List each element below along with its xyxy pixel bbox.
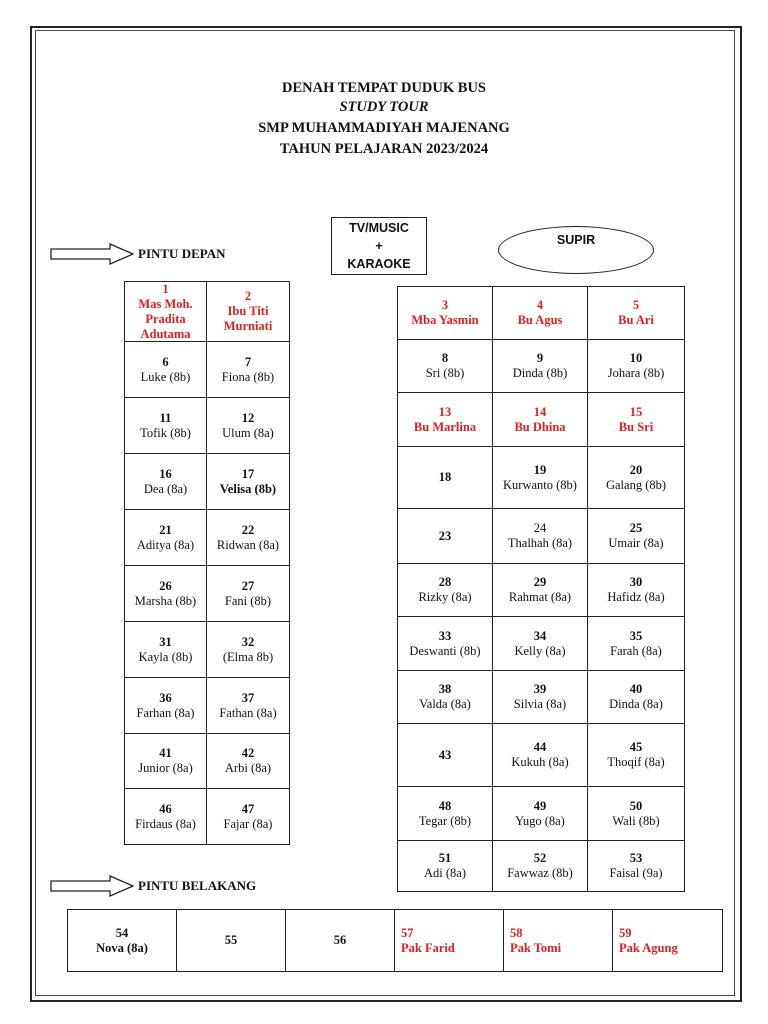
seat-occupant: Pak Farid xyxy=(401,940,455,955)
seat-number: 20 xyxy=(629,462,643,477)
seat-occupant: Ulum (8a) xyxy=(222,425,274,440)
seat-occupant: Umair (8a) xyxy=(608,536,664,550)
seat-occupant: Wali (8b) xyxy=(612,813,660,828)
seat-56 xyxy=(286,910,395,971)
arrow-right-icon xyxy=(50,875,134,897)
driver-label: SUPIR xyxy=(556,233,596,247)
seat-number: 15 xyxy=(629,404,643,419)
seat-21 xyxy=(125,510,207,566)
seat-2 xyxy=(207,282,289,342)
seat-number: 52 xyxy=(533,851,547,865)
seat-occupant: (Elma 8b) xyxy=(222,649,274,664)
seat-41 xyxy=(125,734,207,789)
seat-38 xyxy=(398,671,493,724)
seat-40 xyxy=(588,671,684,724)
seat-number: 34 xyxy=(533,628,547,643)
seat-number: 29 xyxy=(533,575,547,589)
seat-50 xyxy=(588,787,684,841)
seat-occupant: Bu Sri xyxy=(618,419,654,434)
seat-number: 53 xyxy=(629,851,643,865)
seat-number: 42 xyxy=(241,746,255,760)
back-seat-row xyxy=(67,909,723,972)
seat-number: 47 xyxy=(241,801,255,816)
seat-4 xyxy=(493,287,588,340)
seat-number: 22 xyxy=(241,522,255,537)
seat-occupant: Luke (8b) xyxy=(140,369,191,384)
seat-39 xyxy=(493,671,588,724)
seat-occupant: Farah (8a) xyxy=(610,643,662,658)
driver-oval xyxy=(498,226,654,274)
seat-occupant: Kayla (8b) xyxy=(138,649,193,664)
seat-number: 6 xyxy=(162,354,169,369)
seat-18 xyxy=(398,447,493,509)
seat-number: 28 xyxy=(438,575,452,589)
seat-occupant: Dinda (8b) xyxy=(512,366,568,380)
seat-58 xyxy=(504,910,613,971)
seat-number: 12 xyxy=(241,410,255,425)
seat-30 xyxy=(588,564,684,617)
seat-occupant: Yugo (8a) xyxy=(515,813,565,828)
seat-42 xyxy=(207,734,289,789)
seat-number: 48 xyxy=(438,798,452,813)
seat-occupant: Nova (8a) xyxy=(96,940,148,955)
seat-44 xyxy=(493,724,588,787)
seat-occupant: Mba Yasmin xyxy=(411,313,479,327)
seat-number: 55 xyxy=(224,933,238,947)
seat-35 xyxy=(588,617,684,671)
seat-57 xyxy=(395,910,504,971)
seat-occupant: Thoqif (8a) xyxy=(607,755,665,769)
seat-55 xyxy=(177,910,286,971)
seat-number: 3 xyxy=(441,298,449,312)
seat-49 xyxy=(493,787,588,841)
seat-occupant: Pak Agung xyxy=(619,940,678,955)
seat-occupant: Kurwanto (8b) xyxy=(503,477,577,492)
seat-number: 31 xyxy=(159,634,172,649)
seat-number: 49 xyxy=(533,798,547,813)
seat-number: 43 xyxy=(438,747,452,762)
seat-47 xyxy=(207,789,289,844)
seat-occupant: Thalhah (8a) xyxy=(507,536,573,550)
seat-occupant: Farhan (8a) xyxy=(136,705,195,720)
seat-occupant: Tofik (8b) xyxy=(140,425,191,440)
title-line-3: SMP MUHAMMADIYAH MAJENANG xyxy=(258,120,510,136)
title-line-4: TAHUN PELAJARAN 2023/2024 xyxy=(279,141,489,157)
seat-occupant: Dinda (8a) xyxy=(609,697,663,711)
seat-occupant: Silvia (8a) xyxy=(513,697,567,711)
tv-music-karaoke-box xyxy=(331,217,427,275)
seat-number: 1 xyxy=(162,281,169,296)
seat-number: 9 xyxy=(536,351,544,365)
seat-occupant: Dea (8a) xyxy=(143,481,188,496)
left-seat-grid xyxy=(124,281,290,845)
seat-occupant: Rizky (8a) xyxy=(418,590,472,604)
seat-occupant: Hafidz (8a) xyxy=(607,590,665,604)
seat-number: 5 xyxy=(632,298,640,312)
seat-8 xyxy=(398,340,493,393)
seat-occupant: Arbi (8a) xyxy=(224,761,272,775)
seat-number: 33 xyxy=(438,628,452,643)
seat-22 xyxy=(207,510,289,566)
seat-51 xyxy=(398,841,493,891)
seat-12 xyxy=(207,398,289,454)
seat-number: 2 xyxy=(244,289,252,303)
seat-number: 16 xyxy=(159,466,172,481)
seat-32 xyxy=(207,622,289,678)
seat-occupant: Ibu Titi Murniati xyxy=(223,304,273,333)
seat-occupant: Bu Marlina xyxy=(413,419,477,434)
seat-occupant: Kelly (8a) xyxy=(514,643,566,658)
tv-plus: + xyxy=(375,239,383,253)
seat-number: 13 xyxy=(438,404,452,419)
seat-19 xyxy=(493,447,588,509)
seat-occupant: Bu Ari xyxy=(618,313,654,327)
seat-occupant: Firdaus (8a) xyxy=(135,816,196,831)
seat-occupant: Kukuh (8a) xyxy=(511,755,569,769)
seat-28 xyxy=(398,564,493,617)
seat-number: 24 xyxy=(533,521,547,535)
seat-37 xyxy=(207,678,289,734)
seat-54 xyxy=(68,910,177,971)
seat-occupant: Rahmat (8a) xyxy=(508,590,572,604)
seat-5 xyxy=(588,287,684,340)
seat-number: 27 xyxy=(241,578,255,593)
seat-number: 41 xyxy=(159,746,172,760)
seat-31 xyxy=(125,622,207,678)
back-door-label: PINTU BELAKANG xyxy=(138,878,257,893)
seat-29 xyxy=(493,564,588,617)
seat-occupant: Fiona (8b) xyxy=(221,369,275,384)
seat-14 xyxy=(493,393,588,447)
seat-number: 17 xyxy=(241,466,255,481)
seat-number: 11 xyxy=(159,410,172,425)
seat-number: 45 xyxy=(629,740,643,754)
seat-occupant: Fawwaz (8b) xyxy=(507,866,573,880)
seat-occupant: Aditya (8a) xyxy=(136,537,195,552)
seat-number: 44 xyxy=(533,740,547,754)
seat-occupant: Mas Moh. Pradita Adutama xyxy=(138,296,193,341)
seat-number: 57 xyxy=(401,925,414,940)
seat-number: 7 xyxy=(244,354,252,369)
seat-number: 30 xyxy=(629,575,643,589)
seat-number: 37 xyxy=(241,690,255,705)
seat-number: 21 xyxy=(159,522,172,537)
seat-number: 40 xyxy=(629,682,643,696)
seat-number: 56 xyxy=(333,933,347,947)
seat-20 xyxy=(588,447,684,509)
seat-33 xyxy=(398,617,493,671)
seat-number: 35 xyxy=(629,628,643,643)
seat-occupant: Velisa (8b) xyxy=(219,481,277,496)
seat-number: 38 xyxy=(438,682,452,696)
seat-occupant: Junior (8a) xyxy=(138,761,193,775)
seat-11 xyxy=(125,398,207,454)
seat-1 xyxy=(125,282,207,342)
seat-occupant: Fathan (8a) xyxy=(219,705,277,720)
seat-number: 19 xyxy=(533,462,547,477)
title-line-1: DENAH TEMPAT DUDUK BUS xyxy=(282,80,486,96)
seat-36 xyxy=(125,678,207,734)
seat-number: 23 xyxy=(438,528,452,543)
seat-occupant: Bu Agus xyxy=(517,313,563,327)
seat-number: 46 xyxy=(159,801,172,816)
seat-number: 59 xyxy=(619,925,632,940)
seat-34 xyxy=(493,617,588,671)
seat-7 xyxy=(207,342,289,398)
seat-45 xyxy=(588,724,684,787)
seat-occupant: Marsha (8b) xyxy=(134,593,197,608)
seat-17 xyxy=(207,454,289,510)
seat-43 xyxy=(398,724,493,787)
seat-occupant: Valda (8a) xyxy=(419,697,471,711)
seat-23 xyxy=(398,509,493,564)
seat-occupant: Deswanti (8b) xyxy=(409,643,481,658)
seat-number: 10 xyxy=(629,351,643,365)
seat-46 xyxy=(125,789,207,844)
seat-27 xyxy=(207,566,289,622)
seat-52 xyxy=(493,841,588,891)
seat-number: 32 xyxy=(241,634,255,649)
arrow-right-icon xyxy=(50,243,134,265)
karaoke-label: KARAOKE xyxy=(347,257,411,271)
seat-10 xyxy=(588,340,684,393)
seat-occupant: Ridwan (8a) xyxy=(216,537,280,552)
seat-number: 50 xyxy=(629,798,643,813)
seat-53 xyxy=(588,841,684,891)
seat-number: 54 xyxy=(115,925,129,940)
right-seat-grid xyxy=(397,286,685,892)
seat-occupant: Sri (8b) xyxy=(425,366,465,380)
seat-occupant: Faisal (9a) xyxy=(609,866,663,880)
seat-3 xyxy=(398,287,493,340)
seat-number: 18 xyxy=(438,470,452,484)
seat-occupant: Tegar (8b) xyxy=(418,813,472,828)
seat-number: 58 xyxy=(510,925,523,940)
seat-occupant: Pak Tomi xyxy=(510,940,562,955)
seat-number: 39 xyxy=(533,682,547,696)
seat-occupant: Bu Dhina xyxy=(514,419,566,434)
seat-48 xyxy=(398,787,493,841)
seat-occupant: Galang (8b) xyxy=(605,477,667,492)
seat-24 xyxy=(493,509,588,564)
seat-number: 25 xyxy=(629,521,643,535)
seat-number: 4 xyxy=(536,298,544,312)
seat-26 xyxy=(125,566,207,622)
seat-13 xyxy=(398,393,493,447)
tv-label: TV/MUSIC xyxy=(349,221,409,235)
front-door-label: PINTU DEPAN xyxy=(138,246,226,261)
title-line-2: STUDY TOUR xyxy=(339,99,429,115)
front-door-marker xyxy=(50,243,226,265)
seat-number: 8 xyxy=(441,351,449,365)
seat-25 xyxy=(588,509,684,564)
seat-occupant: Fani (8b) xyxy=(224,593,272,608)
seat-occupant: Fajar (8a) xyxy=(223,816,273,831)
back-door-marker xyxy=(50,875,256,897)
seat-59 xyxy=(613,910,722,971)
seat-occupant: Johara (8b) xyxy=(607,366,665,380)
seat-number: 26 xyxy=(159,578,172,593)
seat-number: 36 xyxy=(159,690,172,705)
seat-number: 51 xyxy=(438,851,452,865)
seat-occupant: Adi (8a) xyxy=(424,866,466,880)
seat-6 xyxy=(125,342,207,398)
seat-number: 14 xyxy=(533,404,547,419)
seat-16 xyxy=(125,454,207,510)
seat-9 xyxy=(493,340,588,393)
seat-15 xyxy=(588,393,684,447)
